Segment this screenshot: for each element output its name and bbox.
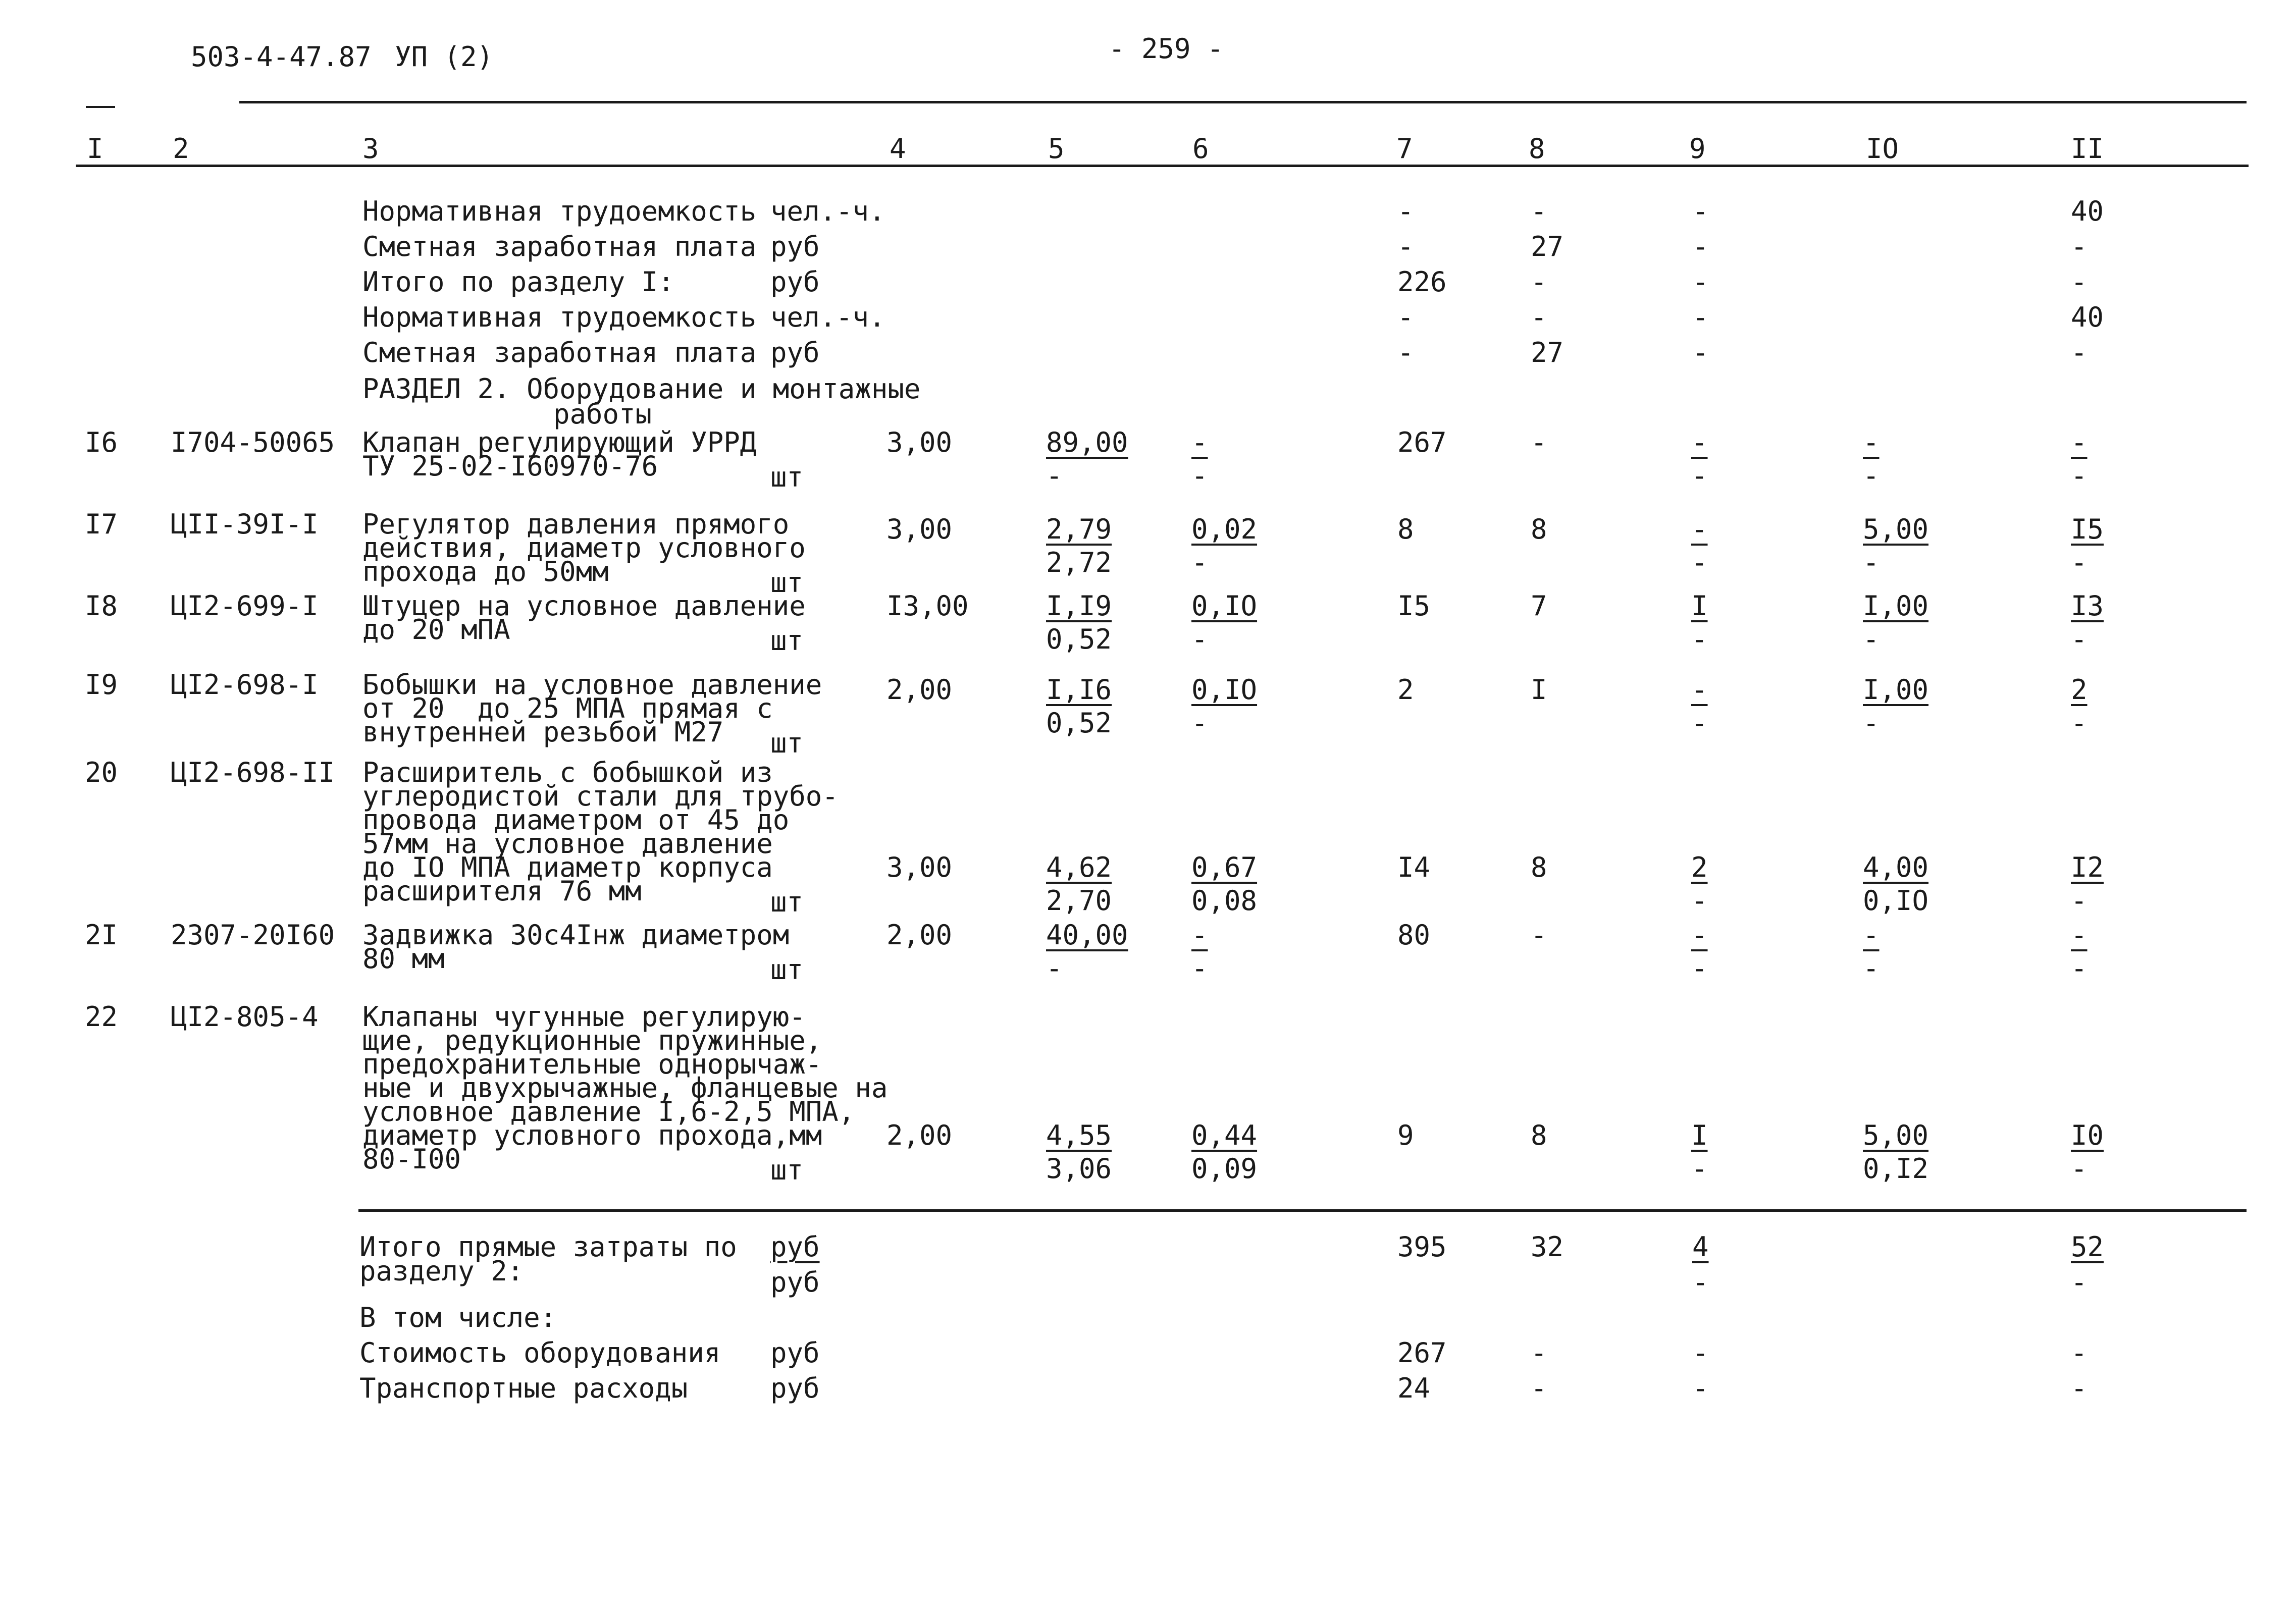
- row-quantity: I3,00: [886, 590, 969, 622]
- page-number: - 259 -: [1109, 33, 1224, 65]
- totals-item-unit: руб: [770, 1372, 820, 1404]
- summary-c11: 40: [2071, 301, 2104, 333]
- row-c6-bottom: -: [1191, 952, 1208, 984]
- row-quantity: 2,00: [886, 674, 953, 706]
- totals-item-c8: -: [1531, 1337, 1547, 1369]
- col-header-2: 2: [173, 133, 189, 165]
- row-c10-bottom: 0,I2: [1863, 1153, 1929, 1185]
- summary-c7: -: [1397, 195, 1414, 227]
- row-number: 20: [85, 757, 118, 788]
- row-c10-top: I,00: [1863, 590, 1929, 622]
- row-c9-top: -: [1691, 513, 1708, 545]
- row-number: I7: [85, 508, 118, 540]
- totals-c9: 4: [1692, 1231, 1709, 1263]
- row-col7: 2: [1397, 674, 1414, 706]
- row-description-line: внутренней резьбой М27: [362, 716, 724, 748]
- row-col8: -: [1531, 426, 1547, 458]
- row-col7: 267: [1397, 426, 1447, 458]
- row-c9-bottom: -: [1691, 1153, 1708, 1185]
- row-c9-bottom: -: [1691, 623, 1708, 655]
- row-col8: -: [1531, 919, 1547, 951]
- row-c10-bottom: -: [1863, 952, 1880, 984]
- totals-item-c9: -: [1692, 1337, 1709, 1369]
- row-c5-bottom: 2,72: [1046, 547, 1112, 578]
- row-c10-top: I,00: [1863, 674, 1929, 706]
- row-c5-top: 4,62: [1046, 851, 1112, 883]
- summary-c8: -: [1531, 195, 1547, 227]
- row-c6-top: 0,IO: [1191, 674, 1258, 706]
- row-c10-bottom: -: [1863, 547, 1880, 578]
- row-c6-top: 0,44: [1191, 1119, 1258, 1151]
- totals-c11: 52: [2071, 1231, 2104, 1263]
- summary-c8: -: [1531, 266, 1547, 298]
- totals-item-name: Транспортные расходы: [359, 1372, 688, 1404]
- row-description-line: углеродистой стали для трубо-: [362, 780, 839, 812]
- row-c5-bottom: 0,52: [1046, 623, 1112, 655]
- summary-name: Сметная заработная плата: [362, 337, 757, 368]
- row-c5-top: I,I9: [1046, 590, 1112, 622]
- summary-name: Нормативная трудоемкость: [362, 195, 757, 227]
- row-c9-bottom: -: [1691, 885, 1708, 917]
- totals-c9-2: -: [1692, 1266, 1709, 1298]
- row-description-line: Клапан регулирующий УРРД: [362, 426, 757, 458]
- summary-c9: -: [1692, 195, 1709, 227]
- row-description-line: 57мм на условное давление: [362, 828, 773, 860]
- row-description-line: ТУ 25-02-I60970-76: [362, 450, 658, 482]
- row-col8: 7: [1531, 590, 1547, 622]
- doc-code: 503-4-47.87: [191, 41, 372, 73]
- totals-rule: [358, 1209, 2247, 1212]
- totals-name-cont: разделу 2:: [359, 1255, 524, 1287]
- col-header-7: 7: [1396, 133, 1413, 165]
- summary-name: Итого по разделу I:: [362, 266, 674, 298]
- row-c6-top: 0,IO: [1191, 590, 1258, 622]
- col-header-5: 5: [1048, 133, 1065, 165]
- summary-c7: -: [1397, 231, 1414, 262]
- col-header-1: I: [87, 133, 103, 165]
- row-code: ЦII-39I-I: [171, 508, 319, 540]
- totals-unit: руб: [770, 1231, 820, 1263]
- row-unit: шт: [770, 954, 804, 986]
- row-c5-top: 4,55: [1046, 1119, 1112, 1151]
- col-header-6: 6: [1192, 133, 1209, 165]
- row-c11-top: I0: [2071, 1119, 2104, 1151]
- row-c6-top: 0,67: [1191, 851, 1258, 883]
- summary-c7: -: [1397, 337, 1414, 368]
- row-description-line: расширителя 76 мм: [362, 875, 642, 907]
- summary-c9: -: [1692, 231, 1709, 262]
- row-code: I704-50065: [171, 426, 335, 458]
- section2-title: РАЗДЕЛ 2. Оборудование и монтажные: [362, 373, 921, 405]
- summary-unit: руб: [770, 266, 820, 298]
- summary-c8: 27: [1531, 337, 1564, 368]
- top-rule: [239, 101, 2247, 103]
- row-number: 2I: [85, 919, 118, 951]
- top-rule-short: [86, 106, 115, 108]
- row-c10-top: 5,00: [1863, 513, 1929, 545]
- row-c5-bottom: 0,52: [1046, 707, 1112, 739]
- row-c11-bottom: -: [2071, 547, 2088, 578]
- totals-item-c7: 267: [1397, 1337, 1447, 1369]
- row-col8: 8: [1531, 1119, 1547, 1151]
- row-description-line: условное давление I,6-2,5 МПА,: [362, 1096, 855, 1128]
- row-c9-top: -: [1691, 426, 1708, 458]
- row-description-line: предохранительные однорычаж-: [362, 1048, 822, 1080]
- row-c11-top: 2: [2071, 674, 2088, 706]
- row-code: ЦI2-698-I: [171, 669, 319, 701]
- row-unit: шт: [770, 727, 804, 759]
- summary-c7: 226: [1397, 266, 1447, 298]
- row-unit: шт: [770, 1154, 804, 1186]
- row-description-line: диаметр условного прохода,мм: [362, 1119, 822, 1151]
- summary-name: Нормативная трудоемкость: [362, 301, 757, 333]
- row-description-line: от 20 до 25 МПА прямая с: [362, 692, 773, 724]
- summary-unit: руб: [770, 337, 820, 368]
- row-description-line: прохода до 50мм: [362, 556, 609, 587]
- row-quantity: 2,00: [886, 1119, 953, 1151]
- row-c6-bottom: 0,08: [1191, 885, 1258, 917]
- row-c6-bottom: -: [1191, 547, 1208, 578]
- section2-title-cont: работы: [553, 398, 652, 430]
- totals-item-c7: 24: [1397, 1372, 1431, 1404]
- row-c10-top: 5,00: [1863, 1119, 1929, 1151]
- col-header-3: 3: [362, 133, 379, 165]
- row-c9-bottom: -: [1691, 460, 1708, 492]
- row-description-line: Расширитель с бобышкой из: [362, 757, 773, 788]
- row-c9-bottom: -: [1691, 547, 1708, 578]
- row-code: ЦI2-699-I: [171, 590, 319, 622]
- row-c10-bottom: 0,IO: [1863, 885, 1929, 917]
- row-quantity: 3,00: [886, 513, 953, 545]
- row-number: I6: [85, 426, 118, 458]
- header-rule: [76, 165, 2249, 167]
- row-c11-top: I5: [2071, 513, 2104, 545]
- totals-item-unit: руб: [770, 1337, 820, 1369]
- totals-c11-2: -: [2071, 1266, 2088, 1298]
- row-c10-top: 4,00: [1863, 851, 1929, 883]
- row-c10-top: -: [1863, 919, 1880, 951]
- row-c9-top: I: [1691, 1119, 1708, 1151]
- col-header-8: 8: [1529, 133, 1545, 165]
- row-c5-top: 2,79: [1046, 513, 1112, 545]
- row-quantity: 2,00: [886, 919, 953, 951]
- row-c11-bottom: -: [2071, 623, 2088, 655]
- row-col8: I: [1531, 674, 1547, 706]
- row-description-line: до IO МПА диаметр корпуса: [362, 851, 773, 883]
- row-description-line: до 20 мПА: [362, 614, 510, 646]
- row-c6-top: 0,02: [1191, 513, 1258, 545]
- row-number: 22: [85, 1001, 118, 1033]
- row-c9-top: -: [1691, 919, 1708, 951]
- row-c6-bottom: -: [1191, 623, 1208, 655]
- row-unit: шт: [770, 886, 804, 918]
- summary-c11: -: [2071, 266, 2088, 298]
- row-c5-top: 40,00: [1046, 919, 1128, 951]
- row-number: I8: [85, 590, 118, 622]
- row-description-line: Задвижка 30с4Iнж диаметром: [362, 919, 790, 951]
- row-c5-top: 89,00: [1046, 426, 1128, 458]
- row-code: ЦI2-698-II: [171, 757, 335, 788]
- row-code: 2307-20I60: [171, 919, 335, 951]
- summary-c7: -: [1397, 301, 1414, 333]
- row-col8: 8: [1531, 513, 1547, 545]
- row-c9-bottom: -: [1691, 952, 1708, 984]
- row-unit: шт: [770, 625, 804, 657]
- album-label: УП (2): [395, 41, 494, 73]
- row-c11-bottom: -: [2071, 460, 2088, 492]
- row-description-line: Регулятор давления прямого: [362, 508, 790, 540]
- totals-item-c11: -: [2071, 1337, 2088, 1369]
- summary-unit: чел.-ч.: [770, 195, 885, 227]
- row-unit: шт: [770, 567, 804, 599]
- totals-item-c8: -: [1531, 1372, 1547, 1404]
- totals-item-c9: -: [1692, 1372, 1709, 1404]
- totals-unit-2: руб: [770, 1266, 820, 1298]
- summary-c9: -: [1692, 337, 1709, 368]
- summary-unit: чел.-ч.: [770, 301, 885, 333]
- totals-name: Итого прямые затраты по: [359, 1231, 737, 1263]
- row-c11-bottom: -: [2071, 1153, 2088, 1185]
- row-c11-top: I2: [2071, 851, 2104, 883]
- row-col8: 8: [1531, 851, 1547, 883]
- totals-c8: 32: [1531, 1231, 1564, 1263]
- col-header-10: IO: [1866, 133, 1899, 165]
- row-c11-top: I3: [2071, 590, 2104, 622]
- summary-c8: -: [1531, 301, 1547, 333]
- totals-item-c11: -: [2071, 1372, 2088, 1404]
- row-c11-bottom: -: [2071, 952, 2088, 984]
- totals-c7: 395: [1397, 1231, 1447, 1263]
- summary-c11: -: [2071, 231, 2088, 262]
- row-c11-bottom: -: [2071, 885, 2088, 917]
- row-description-line: Бобышки на условное давление: [362, 669, 822, 701]
- summary-c8: 27: [1531, 231, 1564, 262]
- row-description-line: действия, диаметр условного: [362, 532, 806, 564]
- row-description-line: Штуцер на условное давление: [362, 590, 806, 622]
- row-description-line: ные и двухрычажные, фланцевые на: [362, 1072, 888, 1104]
- row-c10-bottom: -: [1863, 707, 1880, 739]
- row-c5-bottom: -: [1046, 460, 1063, 492]
- row-c11-bottom: -: [2071, 707, 2088, 739]
- row-c6-bottom: -: [1191, 707, 1208, 739]
- row-c6-top: -: [1191, 919, 1208, 951]
- row-c9-top: I: [1691, 590, 1708, 622]
- row-c6-top: -: [1191, 426, 1208, 458]
- row-unit: шт: [770, 461, 804, 493]
- col-header-4: 4: [890, 133, 906, 165]
- row-c10-bottom: -: [1863, 623, 1880, 655]
- totals-incl: В том числе:: [359, 1302, 557, 1333]
- row-description-line: провода диаметром от 45 до: [362, 804, 790, 836]
- summary-name: Сметная заработная плата: [362, 231, 757, 262]
- col-header-11: II: [2071, 133, 2104, 165]
- row-c10-top: -: [1863, 426, 1880, 458]
- row-c5-top: I,I6: [1046, 674, 1112, 706]
- row-col7: I5: [1397, 590, 1431, 622]
- row-col7: 8: [1397, 513, 1414, 545]
- summary-unit: руб: [770, 231, 820, 262]
- row-col7: I4: [1397, 851, 1431, 883]
- row-c10-bottom: -: [1863, 460, 1880, 492]
- row-c9-top: 2: [1691, 851, 1708, 883]
- col-header-9: 9: [1689, 133, 1706, 165]
- row-c5-bottom: 2,70: [1046, 885, 1112, 917]
- summary-c9: -: [1692, 266, 1709, 298]
- summary-c11: -: [2071, 337, 2088, 368]
- summary-c11: 40: [2071, 195, 2104, 227]
- row-c11-top: -: [2071, 426, 2088, 458]
- row-col7: 80: [1397, 919, 1431, 951]
- row-c11-top: -: [2071, 919, 2088, 951]
- row-code: ЦI2-805-4: [171, 1001, 319, 1033]
- row-number: I9: [85, 669, 118, 701]
- row-c6-bottom: -: [1191, 460, 1208, 492]
- row-quantity: 3,00: [886, 426, 953, 458]
- row-c5-bottom: 3,06: [1046, 1153, 1112, 1185]
- row-c9-bottom: -: [1691, 707, 1708, 739]
- row-description-line: Клапаны чугунные регулирую-: [362, 1001, 806, 1033]
- row-description-line: 80 мм: [362, 943, 445, 975]
- row-c9-top: -: [1691, 674, 1708, 706]
- totals-item-name: Стоимость оборудования: [359, 1337, 721, 1369]
- row-c6-bottom: 0,09: [1191, 1153, 1258, 1185]
- row-description-line: 80-I00: [362, 1143, 461, 1175]
- row-quantity: 3,00: [886, 851, 953, 883]
- row-c5-bottom: -: [1046, 952, 1063, 984]
- row-description-line: щие, редукционные пружинные,: [362, 1025, 822, 1056]
- summary-c9: -: [1692, 301, 1709, 333]
- row-col7: 9: [1397, 1119, 1414, 1151]
